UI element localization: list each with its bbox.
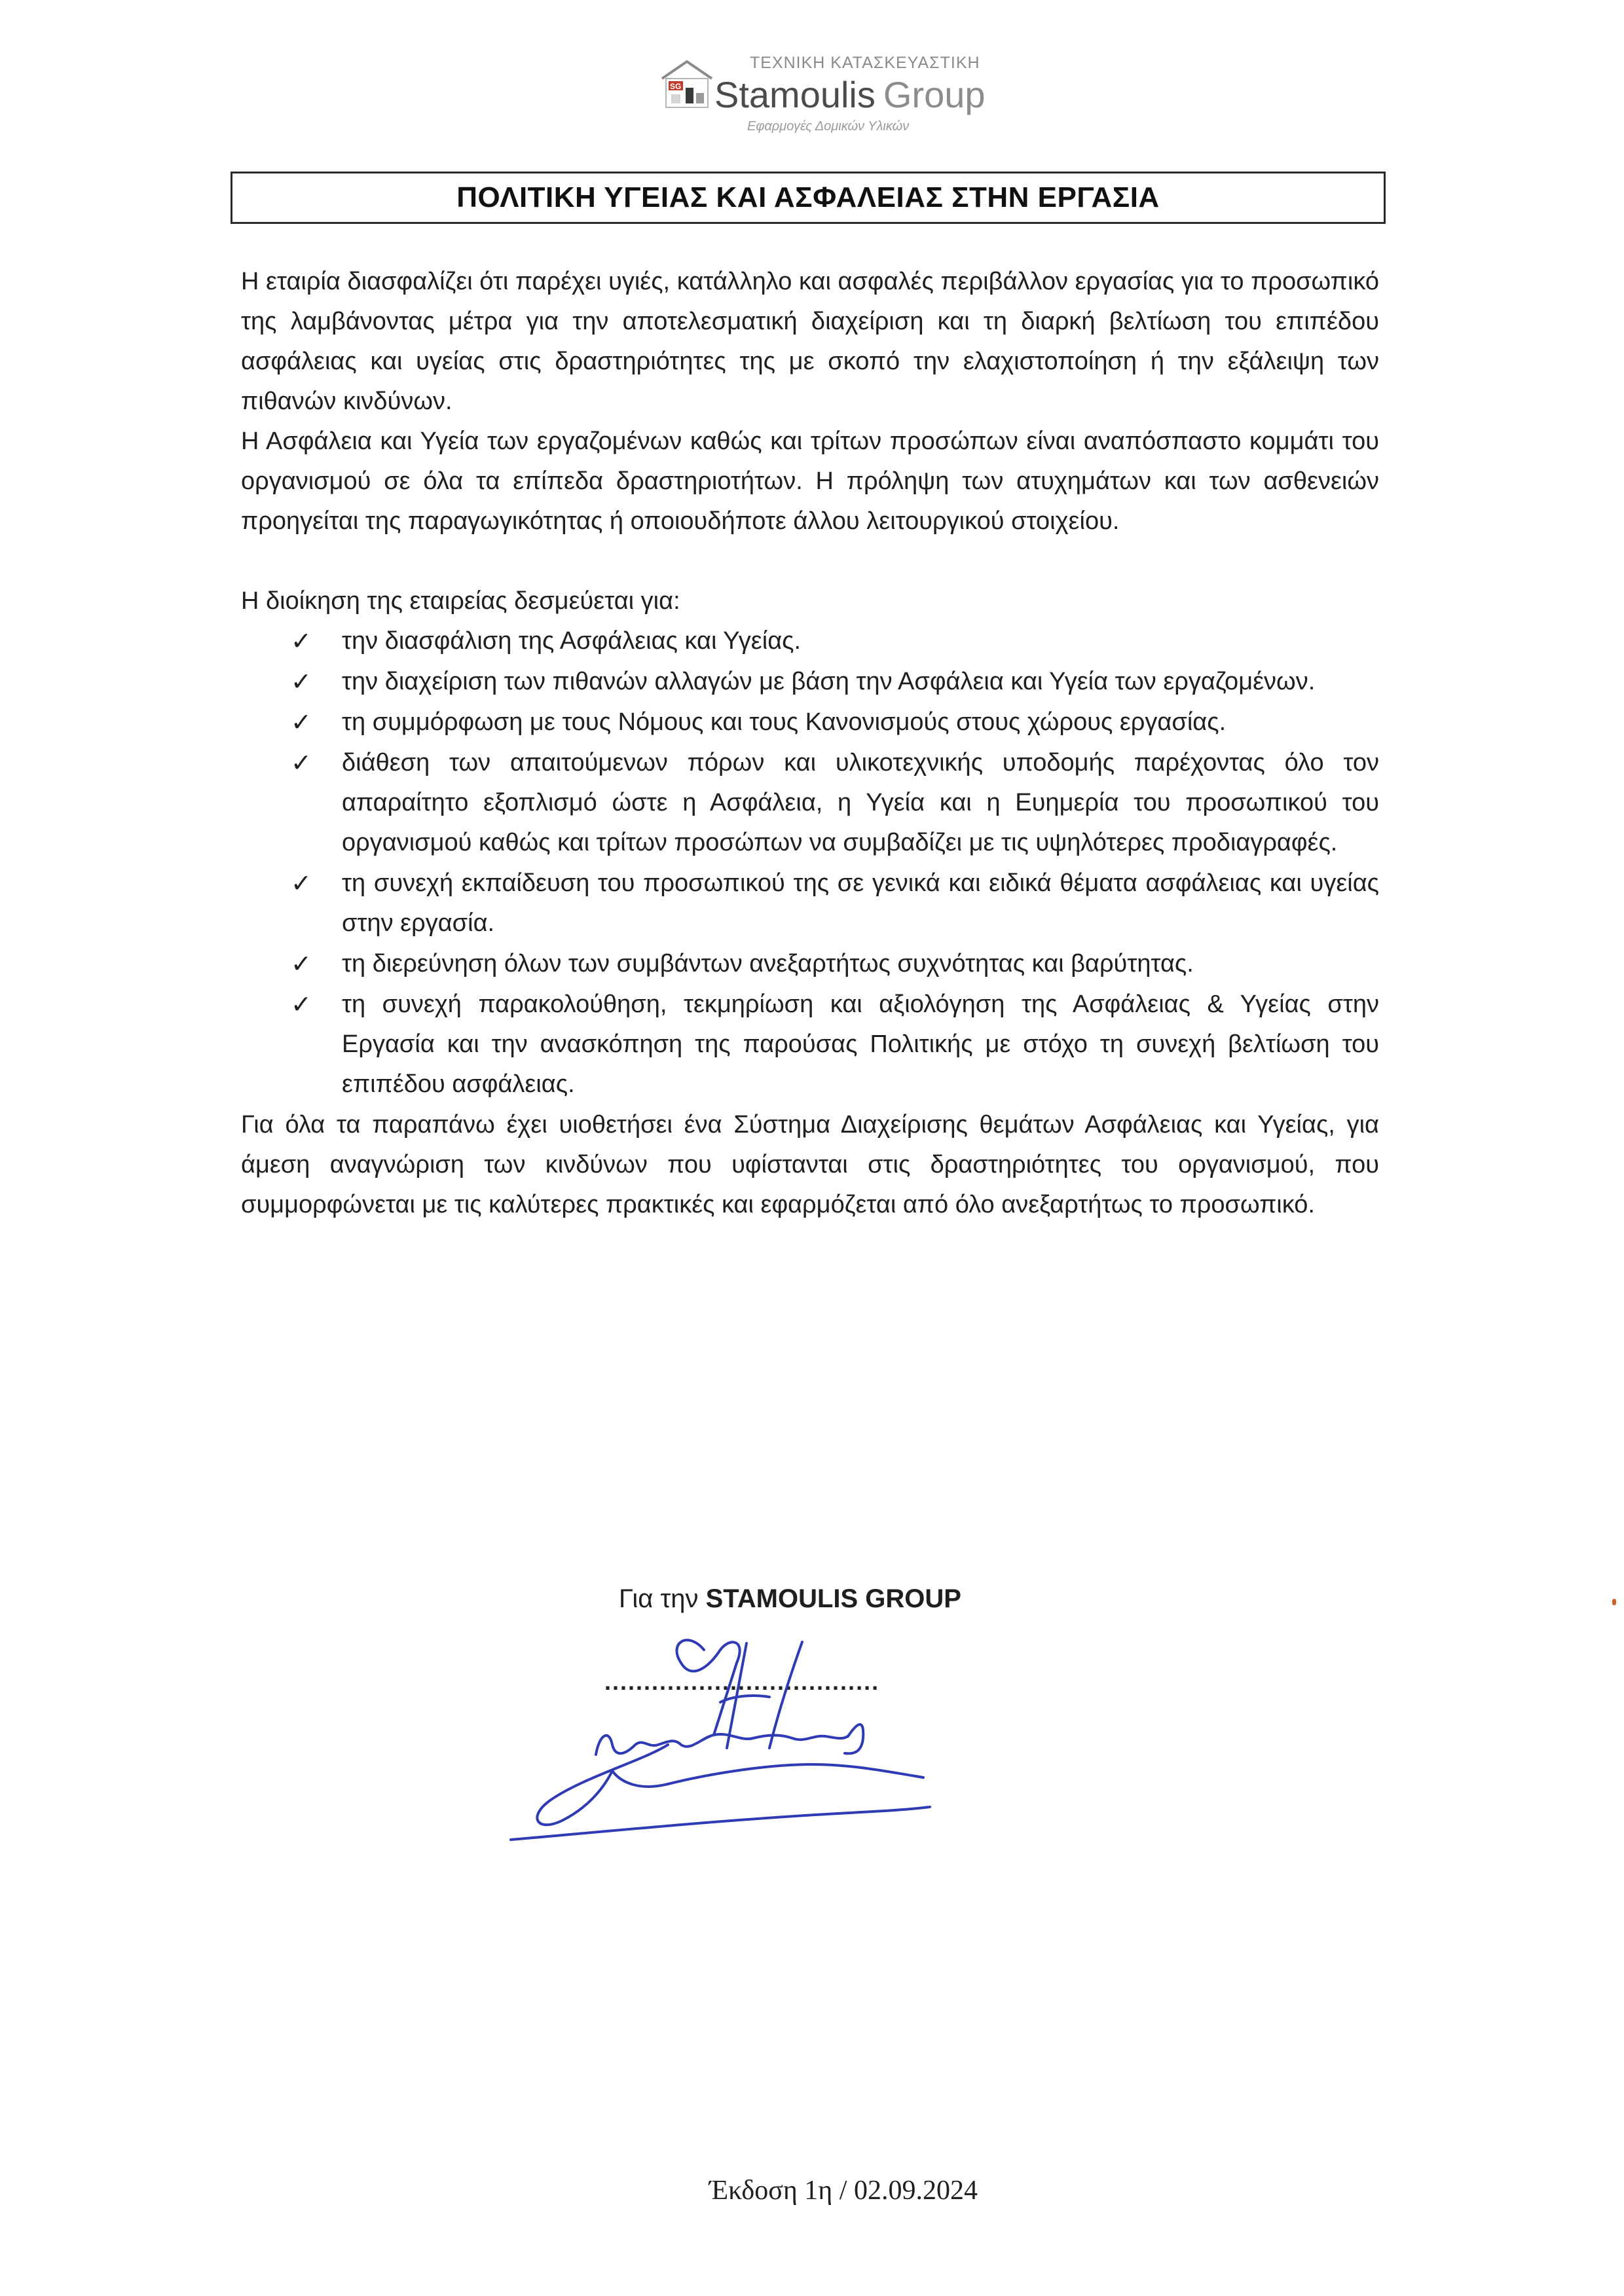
list-item-text: την διαχείριση των πιθανών αλλαγών με βάση την Ασφάλεια και Υγεία των εργαζομένων. bbox=[342, 668, 1316, 695]
logo-tagline-top: ΤΕΧΝΙΚΗ ΚΑΤΑΣΚΕΥΑΣΤΙΚΗ bbox=[750, 54, 980, 72]
scan-speck bbox=[1612, 1599, 1616, 1605]
checkmark-icon: ✓ bbox=[291, 869, 312, 898]
list-item-text: την διασφάλιση της Ασφάλειας και Υγείας. bbox=[342, 627, 802, 655]
logo-brand-word-1: Stamoulis bbox=[714, 74, 876, 115]
svg-text:SG: SG bbox=[670, 82, 682, 91]
intro-paragraph-1: Η εταιρία διασφαλίζει ότι παρέχει υγιές, κατάλληλο και ασφαλές περιβάλλον εργασίας για το προσωπικό της λαμβάνοντας μέτρα για την αποτελεσματική διαχείριση και τη διαρκή βελτίωση του επιπέδου ασφάλειας και υγείας στις δραστηριότητες της με σκοπό την ελαχιστοποίηση ή την εξάλειψη των πιθανών κινδύνων. bbox=[241, 268, 1379, 415]
edition-footer bbox=[0, 2175, 1624, 2206]
list-item-text: τη διερεύνηση όλων των συμβάντων ανεξαρτήτως συχνότητας και βαρύτητας. bbox=[342, 950, 1194, 977]
list-item bbox=[241, 944, 1379, 984]
document-title: ΠΟΛΙΤΙΚΗ ΥΓΕΙΑΣ ΚΑΙ ΑΣΦΑΛΕΙΑΣ ΣΤΗΝ ΕΡΓΑΣΙΑ bbox=[456, 181, 1160, 213]
intro-paragraph-2: Η Ασφάλεια και Υγεία των εργαζομένων καθώς και τρίτων προσώπων είναι αναπόσπαστο κομμάτι του οργανισμού σε όλα τα επίπεδα δραστηριοτήτων. Η πρόληψη των ατυχημάτων και των ασθενειών προηγείται της παραγωγικότητας ή οποιουδήποτε άλλου λειτουργικού στοιχείου. bbox=[241, 428, 1379, 535]
checkmark-icon: ✓ bbox=[291, 990, 312, 1019]
list-item-text: διάθεση των απαιτούμενων πόρων και υλικοτεχνικής υποδομής παρέχοντας όλο τον απαραίτητο εξοπλισμό ώστε η Ασφάλεια, η Υγεία και η Ευημερία του προσωπικού του οργανισμού καθώς και τρίτων προσώπων να συμβαδίζει με τις υψηλότερες προδιαγραφές. bbox=[342, 749, 1379, 856]
checkmark-icon: ✓ bbox=[291, 949, 312, 978]
signature-line: ................................... bbox=[604, 1668, 880, 1695]
list-item-text: τη συνεχή εκπαίδευση του προσωπικού της σε γενικά και ειδικά θέματα ασφάλειας και υγείας στην εργασία. bbox=[342, 869, 1379, 937]
logo-brand-word-2: Group bbox=[883, 74, 986, 115]
handwritten-signature bbox=[471, 1624, 943, 1846]
list-item bbox=[241, 985, 1379, 1104]
list-item bbox=[241, 702, 1379, 742]
list-item bbox=[241, 864, 1379, 943]
list-item bbox=[241, 621, 1379, 661]
checkmark-icon: ✓ bbox=[291, 627, 312, 655]
signature-caption-prefix: Για την bbox=[619, 1584, 699, 1613]
logo-house-icon bbox=[659, 59, 714, 110]
checkmark-icon: ✓ bbox=[291, 667, 312, 696]
paragraph-spacer bbox=[241, 541, 1379, 581]
list-item bbox=[241, 662, 1379, 702]
logo-brand-name bbox=[714, 72, 986, 118]
list-item-text: τη συμμόρφωση με τους Νόμους και τους Κανονισμούς στους χώρους εργασίας. bbox=[342, 708, 1227, 736]
list-item bbox=[241, 743, 1379, 863]
commitments-list bbox=[241, 621, 1379, 1104]
signature-company-name: STAMOULIS GROUP bbox=[705, 1584, 961, 1613]
edition-label: Έκδοση 1η / 02.09.2024 bbox=[709, 2176, 978, 2206]
commitments-heading: Η διοίκηση της εταιρείας δεσμεύεται για: bbox=[241, 587, 680, 615]
document-body bbox=[241, 262, 1379, 1225]
checkmark-icon: ✓ bbox=[291, 748, 312, 777]
company-logo bbox=[657, 39, 997, 137]
checkmark-icon: ✓ bbox=[291, 708, 312, 737]
list-item-text: τη συνεχή παρακολούθηση, τεκμηρίωση και αξιολόγηση της Ασφάλειας & Υγείας στην Εργασία και την ανασκόπηση της παρούσας Πολιτικής με στόχο τη συνεχή βελτίωση του επιπέδου ασφάλειας. bbox=[342, 991, 1379, 1098]
signature-caption bbox=[619, 1584, 961, 1614]
document-title-box bbox=[231, 172, 1386, 224]
closing-paragraph: Για όλα τα παραπάνω έχει υιοθετήσει ένα Σύστημα Διαχείρισης θεμάτων Ασφάλειας και Υγείας, για άμεση αναγνώριση των κινδύνων που υφίστανται στις δραστηριότητες του οργανισμού, που συμμορφώνεται με τις καλύτερες πρακτικές και εφαρμόζεται από όλο ανεξαρτήτως το προσωπικό. bbox=[241, 1111, 1379, 1218]
logo-tagline-bottom: Εφαρμογές Δομικών Υλικών bbox=[747, 119, 910, 134]
